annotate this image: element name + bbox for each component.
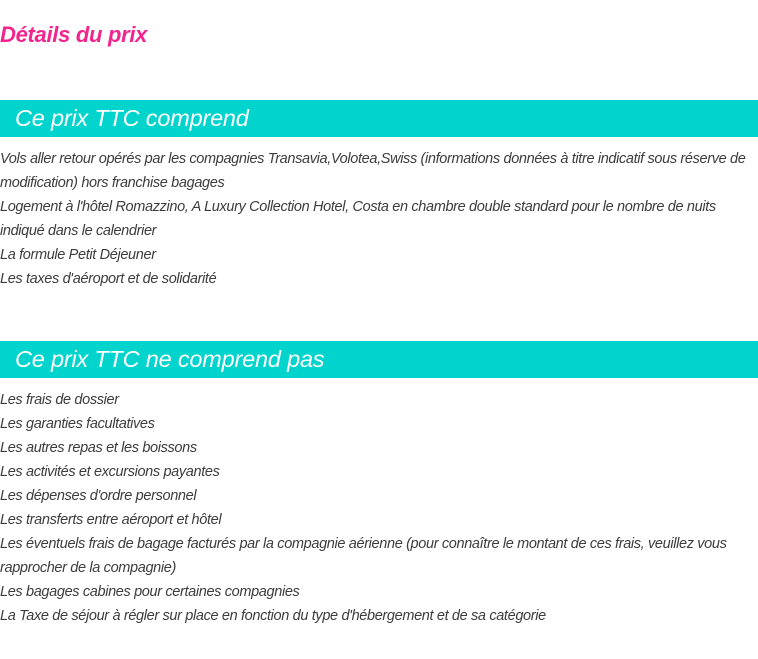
- page-title: Détails du prix: [0, 22, 148, 47]
- excluded-item: La Taxe de séjour à régler sur place en fonction du type d'hébergement et de sa catégorie: [0, 608, 546, 624]
- included-item: Les taxes d'aéroport et de solidarité: [0, 271, 217, 287]
- included-section-heading: Ce prix TTC comprend: [0, 100, 758, 137]
- excluded-item: Les transferts entre aéroport et hôtel: [0, 512, 222, 528]
- excluded-item: Les garanties facultatives: [0, 416, 155, 432]
- excluded-items-list: [0, 388, 756, 628]
- excluded-item: Les éventuels frais de bagage facturés par la compagnie aérienne (pour connaître le montant de ces frais, veuillez vous rapprocher de la compagnie): [0, 536, 727, 576]
- excluded-section-heading: Ce prix TTC ne comprend pas: [0, 341, 758, 378]
- included-items-list: [0, 147, 756, 291]
- excluded-item: Les dépenses d'ordre personnel: [0, 488, 197, 504]
- excluded-item: Les autres repas et les boissons: [0, 440, 197, 456]
- excluded-item: Les activités et excursions payantes: [0, 464, 220, 480]
- excluded-item: Les frais de dossier: [0, 392, 119, 408]
- included-item: La formule Petit Déjeuner: [0, 247, 156, 263]
- included-item: Logement à l'hôtel Romazzino, A Luxury Collection Hotel, Costa en chambre double standard pour le nombre de nuits indiqué dans le calendrier: [0, 199, 716, 239]
- excluded-item: Les bagages cabines pour certaines compagnies: [0, 584, 300, 600]
- included-item: Vols aller retour opérés par les compagnies Transavia,Volotea,Swiss (informations données à titre indicatif sous réserve de modification) hors franchise bagages: [0, 151, 746, 191]
